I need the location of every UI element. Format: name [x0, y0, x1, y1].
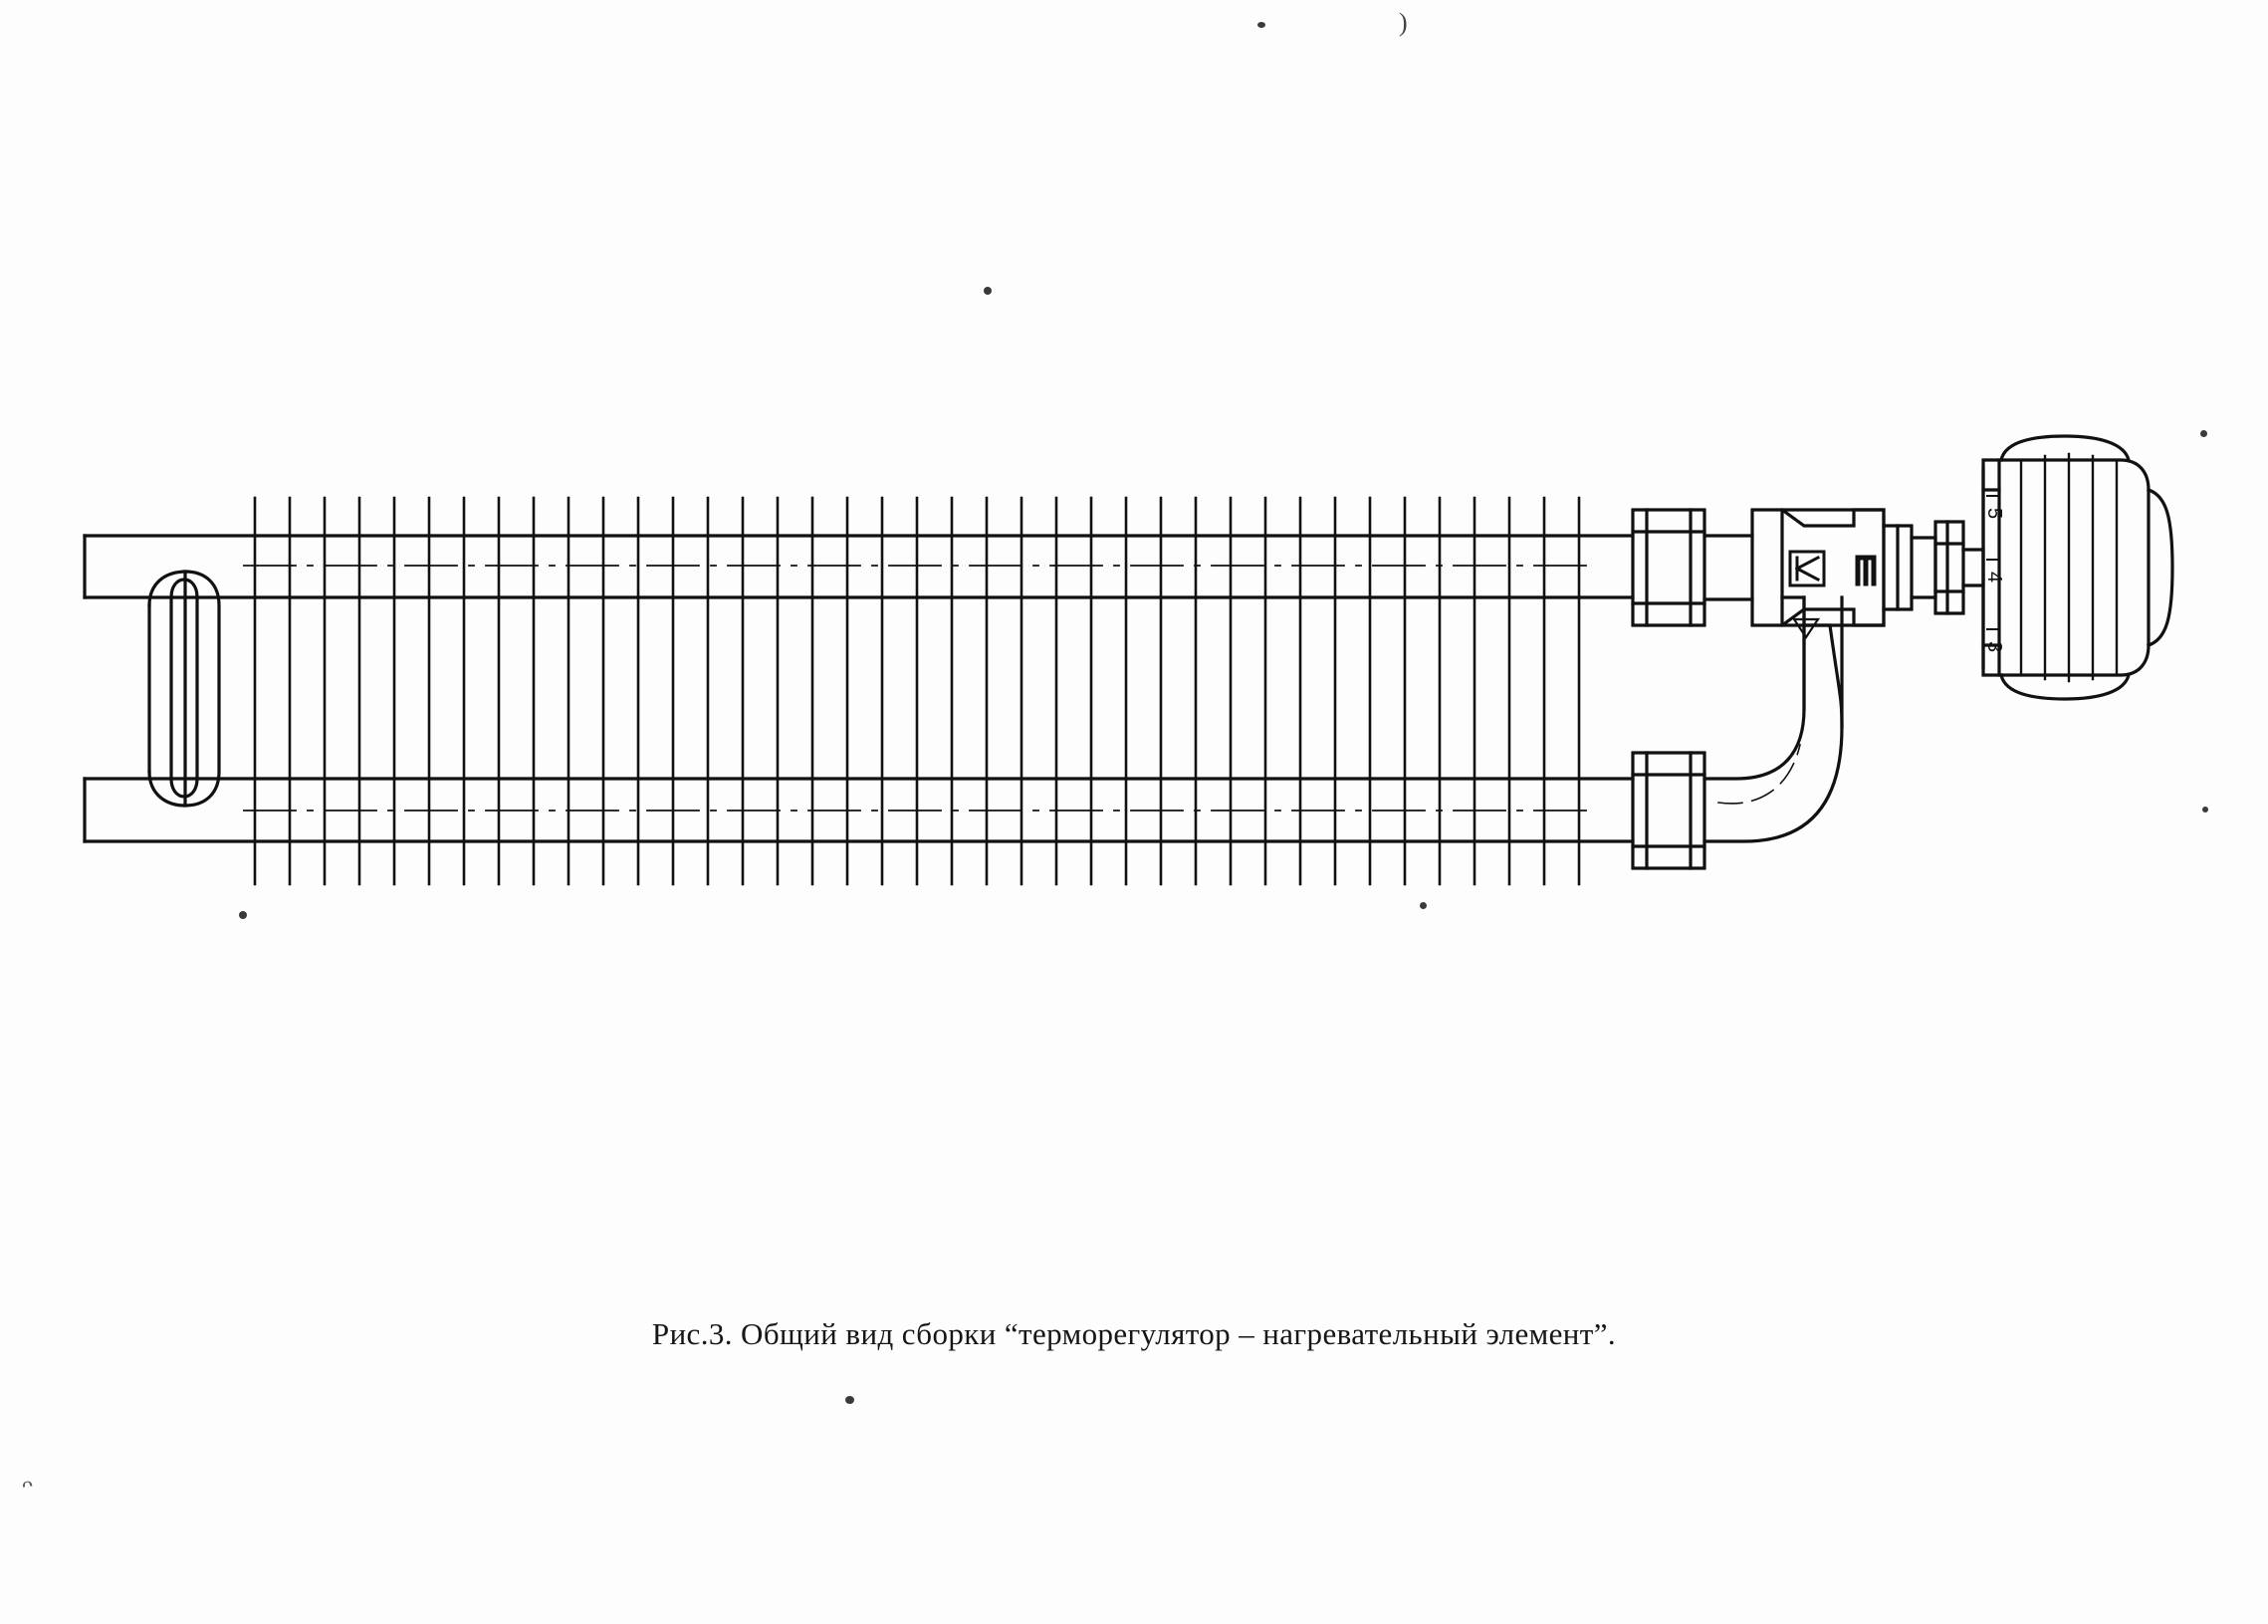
valve-logo: [1790, 552, 1824, 585]
corner-scan-mark: ᴖ: [20, 1471, 35, 1498]
union-nut-bottom: [1633, 753, 1704, 868]
thermostatic-head: [1983, 436, 2172, 699]
finned-heating-element: [85, 498, 1633, 884]
svg-text:5: 5: [1983, 508, 2005, 520]
thermostat-scale-labels: [1983, 508, 2005, 652]
stray-paren-mark: ): [1399, 8, 1408, 37]
valve-body: [1752, 510, 1884, 727]
valve-side-mark: [1858, 558, 1874, 583]
fin-group: [255, 498, 1579, 884]
figure-caption: Рис.3. Общий вид сборки “терморегулятор – нагревательный элемент”.: [651, 1316, 1617, 1351]
return-bend: [1704, 597, 1842, 841]
svg-text:3: 3: [1983, 641, 2005, 653]
valve-neck: [1884, 522, 1983, 613]
svg-text:4: 4: [1983, 572, 2005, 583]
union-nut-top: [1633, 510, 1752, 625]
scan-speck: [845, 1396, 854, 1404]
